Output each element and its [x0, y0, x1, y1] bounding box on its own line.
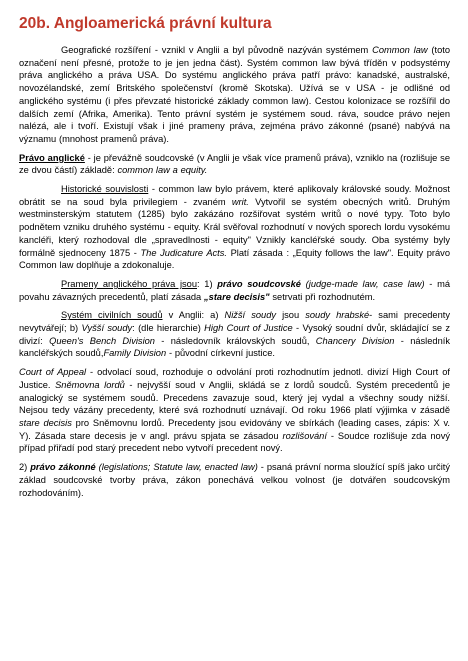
- p7-text-a: 2): [19, 462, 31, 473]
- document-title: 20b. Angloamerická právní kultura: [19, 15, 272, 32]
- p1-text-c: (toto označení není přesné, protože to je jen jedna část). Systém common law bývá tříděn v podsystémy práva anglického a práva USA. Do systému anglického práva patří právo: kanadské, australské, novozélandské, zemí Britského společenství (kromě Skotska). Užívá se v USA - je odlišné od anglického systému (i přes převzaté historické základy common law). Cestou kolonizace se rozšířil do dalších zemí (Afrika, Amerika). Tento právní systém je systémem soud. ráva, soudce právo nejen nalézá, ale i tvoří. Existují však i jiné prameny práva, zejména právo zákonné (psané) nabývá na významu (mnohost pramenů práva).: [19, 45, 451, 144]
- p5-text-p: - původní církevní justice.: [166, 348, 275, 359]
- p4-text-e: - má povahu závazných precedentů, platí zásada: [19, 278, 451, 302]
- p5-higher-courts: Vyšší soudy: [81, 323, 133, 334]
- paragraph-history: [19, 183, 450, 272]
- paragraph-english-law: [19, 152, 450, 177]
- p6-text-b: - odvolací soud, rozhoduje o odvolání proti rozhodnutím jednotl. divizí High Court of Justice.: [19, 367, 450, 390]
- p4-judge-made: (judge-made law, case law): [300, 278, 425, 289]
- p6-text-h: - Soudce rozlišuje zda nový případ přiřadí pod starý precedent nebo vytvoří precedent nový.: [19, 430, 450, 454]
- paragraph-appeal: [19, 366, 450, 455]
- p5-text-j: - Vysoký soudní dvůr, skládající se z divizí:: [19, 323, 450, 346]
- p7-statute: právo zákonné: [30, 462, 96, 473]
- paragraph-courts: [19, 309, 450, 360]
- p5-text-d: jsou: [276, 310, 306, 321]
- p3-text-d: Vytvořil se systém obecných writů. Druhým westminsterským statutem (1285) bylo zakázáno rozšiřovat systém writů o nové typy. Toto bylo podnětem vzniku druhého systému - equity. Král svěřoval rozhodnutí v nových sporech lordu vysokému kancléři, který rozhodoval dle „spravedlnosti - equity" Vznikly kancléřské soudy. Oba systémy byly formálně sjednoceny 1875 -: [19, 196, 450, 258]
- paragraph-sources: [19, 278, 450, 303]
- p6-house-of-lords: Sněmovna lordů: [55, 379, 125, 390]
- p4-text-b: : 1): [197, 278, 218, 289]
- p5-county-courts: soudy hrabské: [305, 310, 370, 321]
- p3-judicature-acts: The Judicature Acts.: [140, 247, 227, 258]
- p4-text-g: setrvati při rozhodnutém.: [269, 291, 376, 302]
- p6-text-d: - nejvyšší soud v Anglii, skládá se z lordů soudců. Systém precedentů je analogický se systémem soudů. Precedens zavazuje soud, který jej vydal a všechny soudy nižší. Nejsou tedy vázány precedenty, které svá rozhodnutí uznávají. Od roku 1966 platí výjimka v zásadě: [19, 379, 450, 416]
- p5-text-n: - následník kancléřských soudů,: [19, 335, 450, 359]
- p6-court-of-appeal: Court of Appeal: [19, 367, 87, 378]
- p7-text-d: - psaná právní norma sloužící spíš jako určitý základ soudcovské tvorby práva, zákon ponechává velkou volnost (je dotvářen soudcovským rozhodováním).: [19, 462, 450, 498]
- p2-heading: Právo anglické: [19, 152, 85, 163]
- p1-common-law: Common law: [372, 45, 428, 55]
- p3-text-f: Platí zásada : „Equity follows the law". Equity právo Common law doplňuje a zdokonaluje.: [19, 247, 450, 271]
- p5-text-l: - následovník královských soudů,: [154, 335, 316, 346]
- p5-chancery: Chancery Division: [315, 335, 395, 346]
- p7-legislations: (legislations; Statute law, enacted law): [95, 462, 258, 473]
- p5-text-f: - sami precedenty nevytvářejí; b): [19, 310, 450, 334]
- paragraph-statute-law: [19, 461, 450, 499]
- p6-text-f: pro Sněmovnu lordů. Precedenty jsou evidovány ve sbírkách (leading cases, zápis: X v. Y). Zásada stare decesis je v angl. právu spjata se zásadou: [19, 417, 450, 441]
- p6-distinguishing: rozlišování: [282, 430, 327, 441]
- p3-text-b: - common law bylo právem, které aplikovaly královské soudy. Možnost obrátit se na soud byla privilegiem - zvaném: [19, 184, 450, 207]
- p6-stare-decisis: stare decisis: [19, 417, 72, 428]
- p5-heading: Systém civilních soudů: [61, 310, 163, 321]
- paragraph-geography: [19, 44, 450, 146]
- p3-writ: writ.: [231, 196, 249, 207]
- p5-text-h: : (dle hierarchie): [132, 323, 205, 334]
- p1-text-a: Geografické rozšíření - vznikl v Anglii a byl původně nazýván systémem: [61, 45, 373, 55]
- p5-lower-courts: Nižší soudy: [224, 310, 277, 321]
- p4-judge-law: právo soudcovské: [217, 278, 301, 289]
- p5-family: Family Division: [103, 348, 167, 359]
- p2-text-c: common law a equity.: [117, 165, 208, 176]
- p3-heading: Historické souvislosti: [61, 184, 149, 195]
- p5-text-b: v Anglii: a): [162, 310, 225, 321]
- p5-high-court: High Court of Justice: [204, 323, 293, 334]
- p5-queens-bench: Queen's Bench Division: [49, 335, 155, 346]
- p2-text-b: - je převážně soudcovské (v Anglii je však více pramenů práva), vzniklo na (rozlišuje se ze dvou částí) základě:: [19, 152, 450, 176]
- p4-heading: Prameny anglického práva jsou: [61, 278, 198, 289]
- p4-stare-decisis: „stare decisis": [204, 291, 270, 302]
